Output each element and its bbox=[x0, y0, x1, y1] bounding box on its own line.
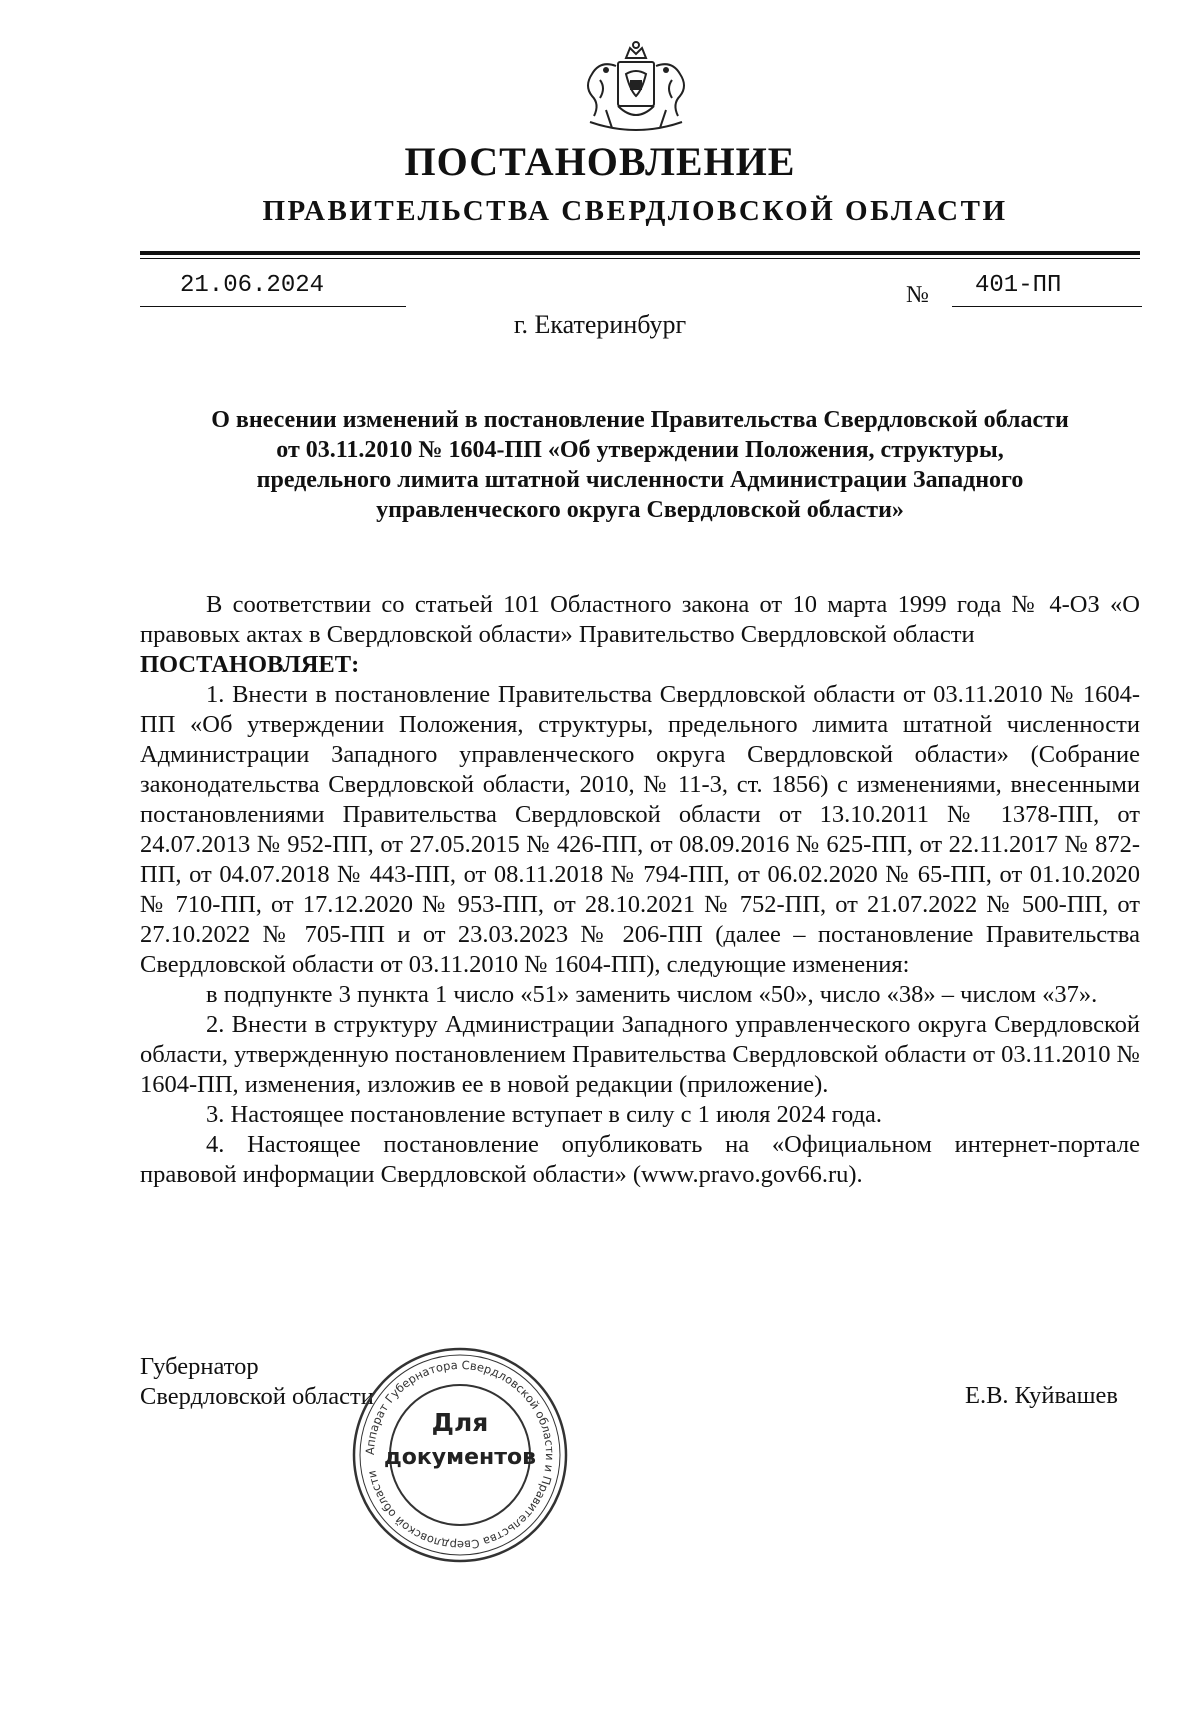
item-1: 1. Внести в постановление Правительства Свердловской области от 03.11.2010 № 1604-ПП «Об утверждении Положения, структуры, предельного лимита штатной численности Администрации Западного управленческого округа Свердловской области» (Собрание законодательства Свердловской области, 2010, № 11-3, ст. 1856) с изменениями, внесенными постановлениями Правительства Свердловской области от 13.10.2011 № 1378-ПП, от 24.07.2013 № 952-ПП, от 27.05.2015 № 426-ПП, от 08.09.2016 № 625-ПП, от 22.11.2017 № 872-ПП, от 04.07.2018 № 443-ПП, от 08.11.2018 № 794-ПП, от 06.02.2020 № 65-ПП, от 01.10.2020 № 710-ПП, от 17.12.2020 № 953-ПП, от 28.10.2021 № 752-ПП, от 21.07.2022 № 500-ПП, от 27.10.2022 № 705-ПП и от 23.03.2023 № 206-ПП (далее – постановление Правительства Свердловской области от 03.11.2010 № 1604-ПП), следующие изменения: bbox=[140, 681, 1140, 978]
document-body bbox=[140, 590, 1140, 1190]
document-number: 401-ПП bbox=[975, 272, 1062, 299]
title-line: управленческого округа Свердловской области» bbox=[376, 497, 904, 523]
document-title bbox=[140, 405, 1140, 525]
header-rule-thin bbox=[140, 258, 1140, 259]
issue-city: г. Екатеринбург bbox=[513, 310, 687, 339]
document-type: ПОСТАНОВЛЕНИЕ bbox=[404, 139, 796, 184]
stamp-center-text: Для bbox=[431, 1408, 489, 1437]
intro-paragraph: В соответствии со статьей 101 Областного закона от 10 марта 1999 года № 4-ОЗ «О правовых актах в Свердловской области» Правительство Свердловской области bbox=[140, 591, 1140, 648]
title-line: предельного лимита штатной численности Администрации Западного bbox=[256, 467, 1024, 493]
item-3: 3. Настоящее постановление вступает в силу с 1 июля 2024 года. bbox=[206, 1101, 883, 1128]
signatory-title-line: Губернатор bbox=[140, 1353, 259, 1380]
item-1-subpoint: в подпункте 3 пункта 1 число «51» заменить числом «50», число «38» – числом «37». bbox=[206, 981, 1098, 1008]
number-label: № bbox=[906, 282, 929, 308]
document-date: 21.06.2024 bbox=[180, 272, 325, 299]
signatory-title-line: Свердловской области bbox=[140, 1383, 374, 1410]
signatory-name: Е.В. Куйвашев bbox=[965, 1382, 1118, 1409]
title-line: О внесении изменений в постановление Правительства Свердловской области bbox=[211, 407, 1069, 433]
signatory-title bbox=[140, 1352, 374, 1412]
item-2: 2. Внести в структуру Администрации Западного управленческого округа Свердловской области, утвержденную постановлением Правительства Свердловской области от 03.11.2010 № 1604-ПП, изменения, изложив ее в новой редакции (приложение). bbox=[140, 1011, 1140, 1098]
decree-word: ПОСТАНОВЛЯЕТ: bbox=[140, 651, 360, 678]
stamp-center-text: документов bbox=[383, 1445, 537, 1470]
issuing-organization: ПРАВИТЕЛЬСТВА СВЕРДЛОВСКОЙ ОБЛАСТИ bbox=[262, 195, 1008, 227]
stamp-ring-text: Аппарат Губернатора Свердловской области и Правительства Свердловской области bbox=[362, 1357, 558, 1553]
coat-of-arms-icon bbox=[570, 40, 702, 140]
date-underline bbox=[140, 306, 406, 307]
title-line: от 03.11.2010 № 1604-ПП «Об утверждении Положения, структуры, bbox=[276, 437, 1004, 463]
header-rule-thick bbox=[140, 251, 1140, 255]
item-4: 4. Настоящее постановление опубликовать на «Официальном интернет-портале правовой информации Свердловской области» (www.pravo.gov66.ru). bbox=[140, 1131, 1140, 1188]
number-underline bbox=[952, 306, 1142, 307]
